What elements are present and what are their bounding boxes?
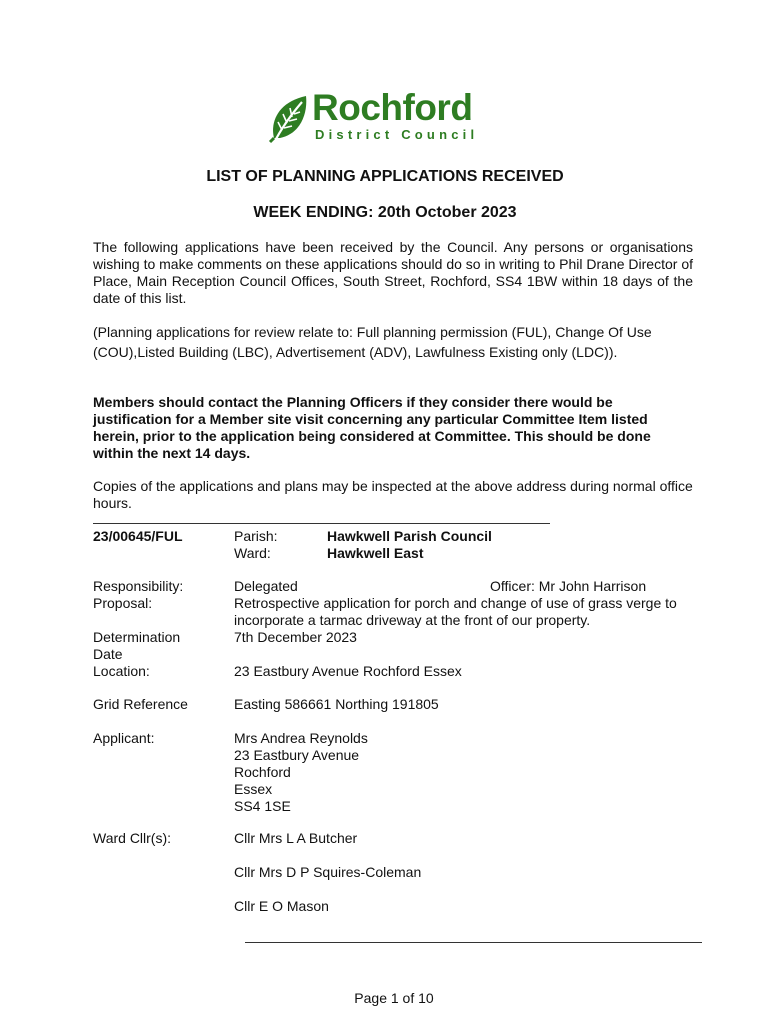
inspection-paragraph: Copies of the applications and plans may be inspected at the above address during normal office hours.	[93, 478, 693, 511]
applicant-line: Rochford	[234, 764, 291, 780]
grid-reference-label: Grid Reference	[93, 696, 188, 712]
logo-name: Rochford	[312, 87, 473, 128]
determination-label: Determination	[93, 629, 181, 645]
location-value: 23 Eastbury Avenue Rochford Essex	[234, 663, 462, 679]
members-notice: Members should contact the Planning Officers if they consider there would be justification for a Member site visit concerning any particular Committee Item listed herein, prior to the application being considered at Committee. This should be done within the next 14 days.	[93, 394, 651, 461]
logo-subtitle: District Council	[315, 127, 479, 142]
page-number: Page 1 of 10	[354, 990, 434, 1006]
applicant-label: Applicant:	[93, 730, 155, 746]
divider	[93, 523, 550, 524]
councillor: Cllr Mrs L A Butcher	[234, 830, 358, 846]
application-types-paragraph: (Planning applications for review relate to: Full planning permission (FUL), Change Of Use (COU),Listed Building (LBC), Advertisement (ADV), Lawfulness Existing only (LDC)).	[93, 324, 652, 360]
applicant-line: 23 Eastbury Avenue	[234, 747, 360, 763]
determination-date: 7th December 2023	[234, 629, 357, 645]
applicant-line: SS4 1SE	[234, 798, 291, 814]
parish-value: Hawkwell Parish Council	[327, 528, 492, 544]
ward-value: Hawkwell East	[327, 545, 424, 561]
responsibility-value: Delegated	[234, 578, 298, 594]
application-reference: 23/00645/FUL	[93, 528, 183, 544]
proposal-label: Proposal:	[93, 595, 153, 611]
ward-label: Ward:	[234, 545, 271, 561]
responsibility-label: Responsibility:	[93, 578, 184, 594]
divider	[245, 942, 702, 943]
councillor: Cllr Mrs D P Squires-Coleman	[234, 864, 422, 880]
intro-paragraph: The following applications have been received by the Council. Any persons or organisations wishing to make comments on these applications should do so in writing to Phil Drane Director of Place, Main Reception Council Offices, South Street, Rochford, SS4 1BW within 18 days of the date of this list.	[93, 239, 693, 306]
council-logo	[268, 87, 498, 144]
page-title: LIST OF PLANNING APPLICATIONS RECEIVED	[206, 168, 564, 185]
proposal-value: Retrospective application for porch and change of use of grass verge to incorporate a tarmac driveway at the front of our property.	[234, 595, 677, 628]
grid-reference-value: Easting 586661 Northing 191805	[234, 696, 439, 712]
applicant-line: Essex	[234, 781, 273, 797]
location-label: Location:	[93, 663, 150, 679]
week-ending: WEEK ENDING: 20th October 2023	[253, 204, 517, 221]
parish-label: Parish:	[234, 528, 278, 544]
applicant-line: Mrs Andrea Reynolds	[234, 730, 368, 746]
ward-councillors-label: Ward Cllr(s):	[93, 830, 172, 846]
determination-label-date: Date	[93, 646, 123, 662]
officer-value: Officer: Mr John Harrison	[490, 578, 647, 594]
councillor: Cllr E O Mason	[234, 898, 329, 914]
leaf-icon	[268, 92, 312, 144]
